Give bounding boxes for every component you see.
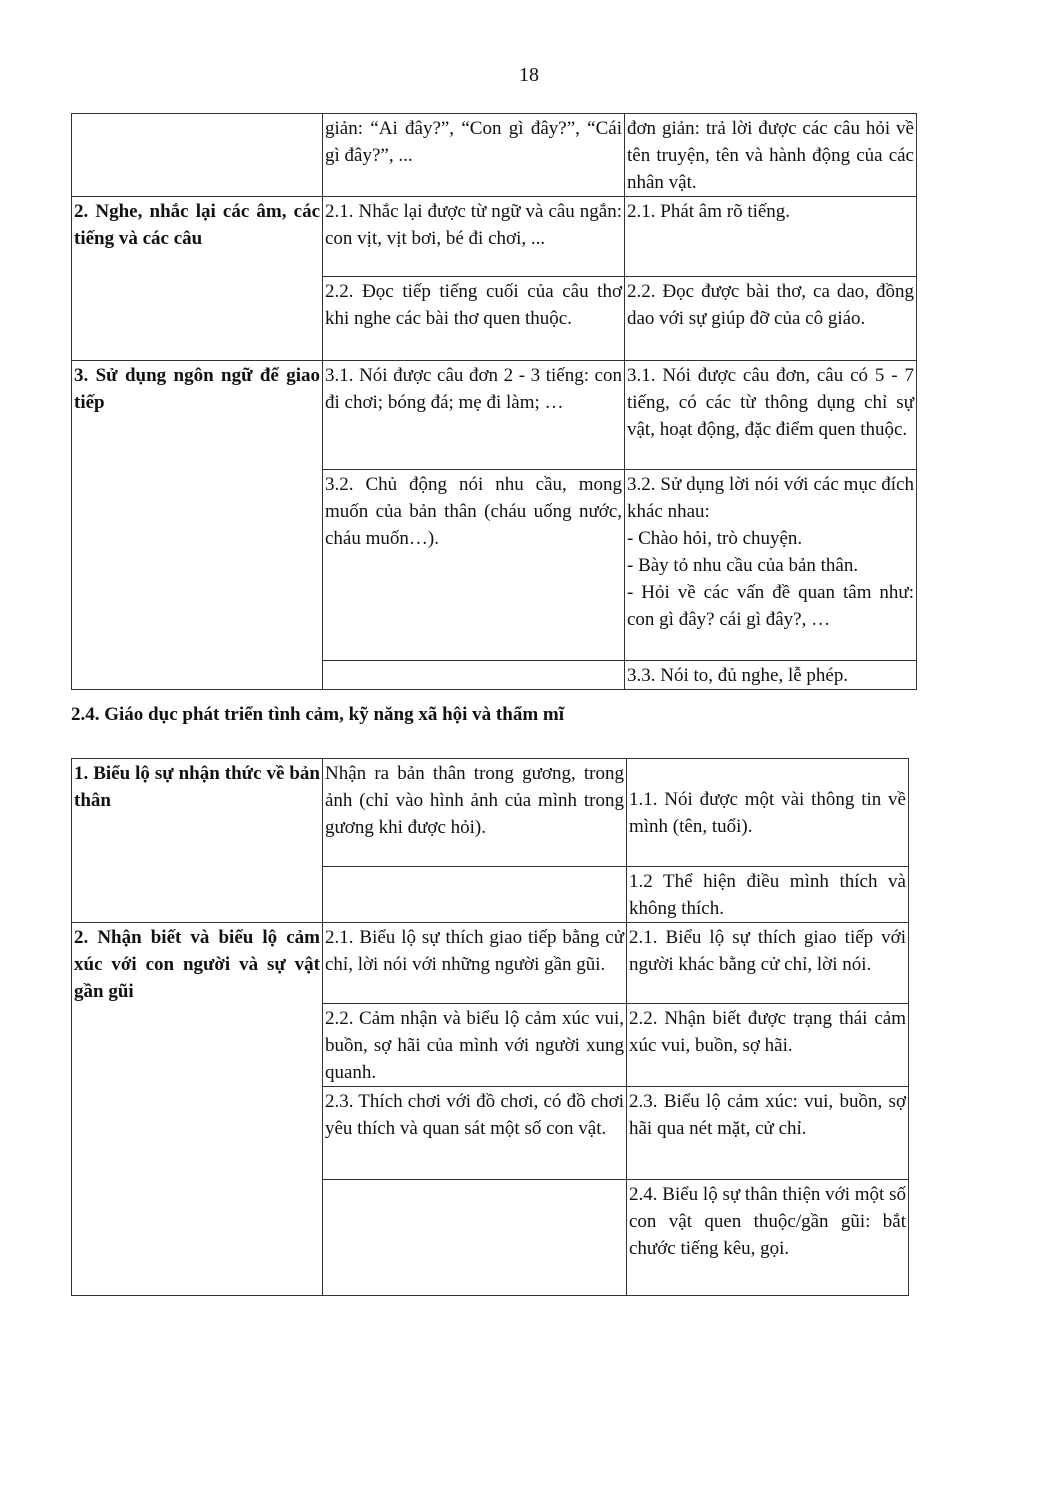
- expectation-cell: 2.1. Biểu lộ sự thích giao tiếp với người khác bằng cử chỉ, lời nói.: [627, 923, 909, 1004]
- emotional-social-development-table: [71, 758, 909, 1296]
- expectation-cell: 3.2. Chủ động nói nhu cầu, mong muốn của bản thân (cháu uống nước, cháu muốn…).: [323, 470, 625, 661]
- page-number: 18: [519, 64, 539, 86]
- table-row: [72, 197, 917, 277]
- expectation-cell: [323, 661, 625, 690]
- expectation-cell: 2.2. Cảm nhận và biểu lộ cảm xúc vui, buồn, sợ hãi của mình với người xung quanh.: [323, 1004, 627, 1087]
- criterion-cell: 2. Nghe, nhắc lại các âm, các tiếng và các câu: [72, 197, 323, 361]
- table-row: [72, 114, 917, 197]
- criterion-cell: 2. Nhận biết và biểu lộ cảm xúc với con người và sự vật gần gũi: [72, 923, 323, 1296]
- expectation-cell: [625, 470, 917, 661]
- expectation-cell: đơn giản: trả lời được các câu hỏi về tên truyện, tên và hành động của các nhân vật.: [625, 114, 917, 197]
- criterion-cell: 1. Biểu lộ sự nhận thức về bản thân: [72, 759, 323, 923]
- list-item: - Hỏi về các vấn đề quan tâm như: con gì đây? cái gì đây?, …: [627, 582, 914, 630]
- expectation-cell: 1.1. Nói được một vài thông tin về mình (tên, tuổi).: [627, 759, 909, 867]
- expectation-cell: 2.2. Nhận biết được trạng thái cảm xúc vui, buồn, sợ hãi.: [627, 1004, 909, 1087]
- expectation-cell: Nhận ra bản thân trong gương, trong ảnh (chỉ vào hình ảnh của mình trong gương khi được hỏi).: [323, 759, 627, 867]
- expectation-cell: giản: “Ai đây?”, “Con gì đây?”, “Cái gì đây?”, ...: [323, 114, 625, 197]
- expectation-cell: [323, 1180, 627, 1296]
- expectation-cell: 2.3. Thích chơi với đồ chơi, có đồ chơi yêu thích và quan sát một số con vật.: [323, 1087, 627, 1180]
- expectation-cell: 2.1. Nhắc lại được từ ngữ và câu ngắn: con vịt, vịt bơi, bé đi chơi, ...: [323, 197, 625, 277]
- expectation-cell: 2.3. Biểu lộ cảm xúc: vui, buồn, sợ hãi qua nét mặt, cử chỉ.: [627, 1087, 909, 1180]
- expectation-cell: 3.3. Nói to, đủ nghe, lễ phép.: [625, 661, 917, 690]
- expectation-cell: 2.1. Phát âm rõ tiếng.: [625, 197, 917, 277]
- expectation-cell: 2.2. Đọc được bài thơ, ca dao, đồng dao với sự giúp đỡ của cô giáo.: [625, 277, 917, 361]
- language-development-table: [71, 113, 917, 690]
- table-row: [72, 923, 909, 1004]
- criterion-cell: 3. Sử dụng ngôn ngữ để giao tiếp: [72, 361, 323, 690]
- expectation-intro: 3.2. Sử dụng lời nói với các mục đích khác nhau:: [627, 474, 914, 522]
- expectation-cell: 3.1. Nói được câu đơn 2 - 3 tiếng: con đi chơi; bóng đá; mẹ đi làm; …: [323, 361, 625, 470]
- expectation-cell: 2.2. Đọc tiếp tiếng cuối của câu thơ khi nghe các bài thơ quen thuộc.: [323, 277, 625, 361]
- list-item: - Chào hỏi, trò chuyện.: [627, 528, 803, 549]
- expectation-cell: 3.1. Nói được câu đơn, câu có 5 - 7 tiếng, có các từ thông dụng chỉ sự vật, hoạt động, đặc điểm quen thuộc.: [625, 361, 917, 470]
- table-row: [72, 759, 909, 867]
- expectation-cell: 2.1. Biểu lộ sự thích giao tiếp bằng cử chỉ, lời nói với những người gần gũi.: [323, 923, 627, 1004]
- section-heading: 2.4. Giáo dục phát triển tình cảm, kỹ năng xã hội và thẩm mĩ: [71, 704, 564, 725]
- expectation-cell: 2.4. Biểu lộ sự thân thiện với một số con vật quen thuộc/gần gũi: bắt chước tiếng kêu, gọi.: [627, 1180, 909, 1296]
- expectation-cell: [323, 867, 627, 923]
- criterion-cell: [72, 114, 323, 197]
- expectation-cell: 1.2 Thể hiện điều mình thích và không thích.: [627, 867, 909, 923]
- table-row: [72, 361, 917, 470]
- list-item: - Bày tỏ nhu cầu của bản thân.: [627, 555, 859, 576]
